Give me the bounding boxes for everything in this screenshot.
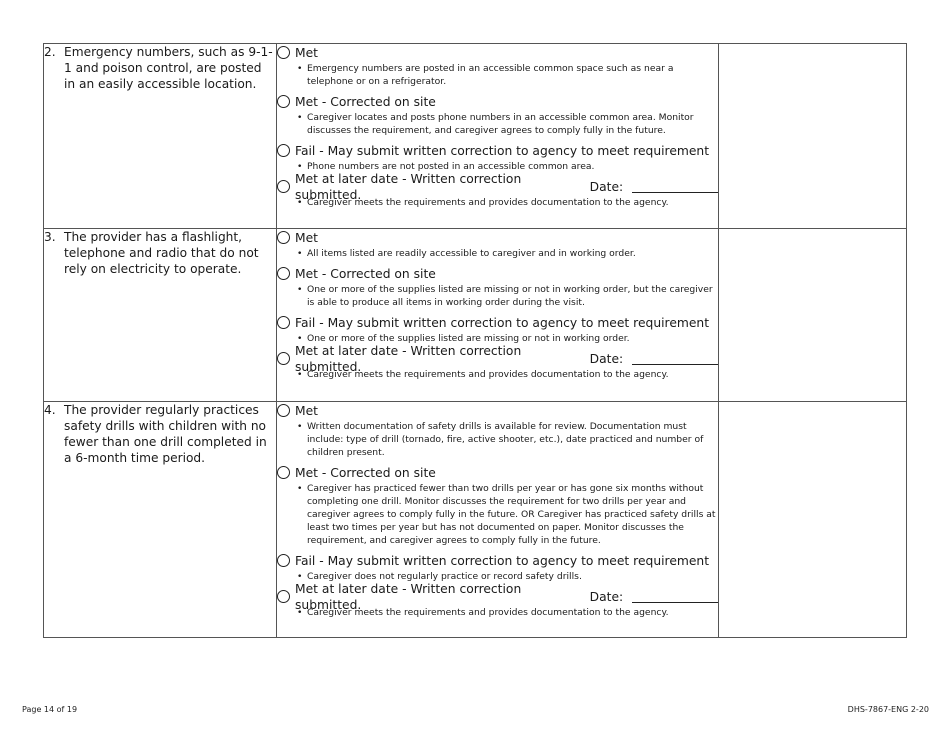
option-label: Fail - May submit written correction to agency to meet requirement [295,315,710,330]
checklist-row [44,402,907,638]
requirement-number: 4. [44,403,56,417]
checklist-row [44,229,907,402]
options-cell [277,402,719,638]
date-label: Date: [589,589,624,604]
options-cell [277,229,719,402]
checklist-row [44,44,907,229]
requirement-cell [44,229,277,402]
option-label: Met at later date - Written correction submitted. [295,343,522,374]
option-row [277,142,718,159]
option-row [277,229,718,246]
radio-button[interactable] [277,352,290,365]
option-details [277,62,718,88]
option-details [277,332,718,345]
radio-button[interactable] [277,46,290,59]
date-label: Date: [589,179,624,194]
requirement-cell [44,44,277,229]
option-detail: • Caregiver does not regularly practice or record safety drills. [297,570,718,583]
option-details [277,247,718,260]
option-detail: • One or more of the supplies listed are missing or not in working order, but the caregiver is able to produce all items in working order during the visit. [297,283,718,309]
date-field[interactable] [632,352,718,365]
requirement-text: The provider regularly practices safety drills with children with no fewer than one drill completed in a 6-month time period. [64,403,267,465]
radio-button[interactable] [277,231,290,244]
option-details [277,196,718,209]
date-field[interactable] [632,590,718,603]
comments-cell[interactable] [719,402,907,638]
option-row [277,44,718,61]
checklist-table [43,43,907,638]
option-row [277,93,718,110]
option-details [277,606,718,619]
radio-button[interactable] [277,180,290,193]
option-row [277,552,718,569]
option-label: Met - Corrected on site [295,465,436,480]
option-label: Met [295,403,318,418]
option-detail: • Caregiver has practiced fewer than two drills per year or has gone six months without completing one drill. Monitor discusses the requirement for two drills per year and caregiver agrees to comply fully in the future. OR Caregiver has practiced safety drills at least two times per year but has not documented on paper. Monitor discusses the requirement, and caregiver agrees to comply fully in the future. [297,482,718,547]
option-row [277,402,718,419]
radio-button[interactable] [277,95,290,108]
option-row [277,581,718,612]
comments-cell[interactable] [719,229,907,402]
option-detail: • Caregiver locates and posts phone numbers in an accessible common area. Monitor discusses the requirement, and caregiver agrees to comply fully in the future. [297,111,718,137]
radio-button[interactable] [277,590,290,603]
option-row [277,343,718,374]
option-label: Met - Corrected on site [295,94,436,109]
option-row [277,314,718,331]
option-details [277,570,718,583]
radio-button[interactable] [277,404,290,417]
option-row [277,464,718,481]
option-details [277,482,718,547]
option-label: Fail - May submit written correction to agency to meet requirement [295,143,710,158]
radio-button[interactable] [277,144,290,157]
option-detail: • Emergency numbers are posted in an accessible common space such as near a telephone or on a refrigerator. [297,62,718,88]
radio-button[interactable] [277,554,290,567]
date-label: Date: [589,351,624,366]
requirement-text: The provider has a flashlight, telephone and radio that do not rely on electricity to operate. [64,230,259,276]
option-row [277,171,718,202]
option-details [277,283,718,309]
date-field[interactable] [632,180,718,193]
requirement-text: Emergency numbers, such as 9-1-1 and poison control, are posted in an easily accessible location. [64,45,273,91]
option-detail: • Caregiver meets the requirements and provides documentation to the agency. [297,606,718,619]
form-id: DHS-7867-ENG 2-20 [847,705,929,714]
option-label: Fail - May submit written correction to agency to meet requirement [295,553,710,568]
option-detail: • Caregiver meets the requirements and provides documentation to the agency. [297,196,718,209]
option-details [277,160,718,173]
option-details [277,111,718,137]
option-details [277,420,718,459]
option-details [277,368,718,381]
page-number: Page 14 of 19 [22,705,78,714]
option-detail: • Phone numbers are not posted in an accessible common area. [297,160,718,173]
comments-cell[interactable] [719,44,907,229]
requirement-cell [44,402,277,638]
option-detail: • Caregiver meets the requirements and provides documentation to the agency. [297,368,718,381]
option-label: Met at later date - Written correction submitted. [295,581,522,612]
option-row [277,265,718,282]
option-label: Met [295,45,318,60]
option-detail: • One or more of the supplies listed are missing or not in working order. [297,332,718,345]
option-label: Met [295,230,318,245]
radio-button[interactable] [277,466,290,479]
radio-button[interactable] [277,316,290,329]
requirement-number: 3. [44,230,56,244]
option-label: Met - Corrected on site [295,266,436,281]
options-cell [277,44,719,229]
option-label: Met at later date - Written correction submitted. [295,171,522,202]
option-detail: • Written documentation of safety drills is available for review. Documentation must include: type of drill (tornado, fire, active shooter, etc.), date practiced and number of children present. [297,420,718,459]
radio-button[interactable] [277,267,290,280]
option-detail: • All items listed are readily accessible to caregiver and in working order. [297,247,718,260]
requirement-number: 2. [44,45,56,59]
